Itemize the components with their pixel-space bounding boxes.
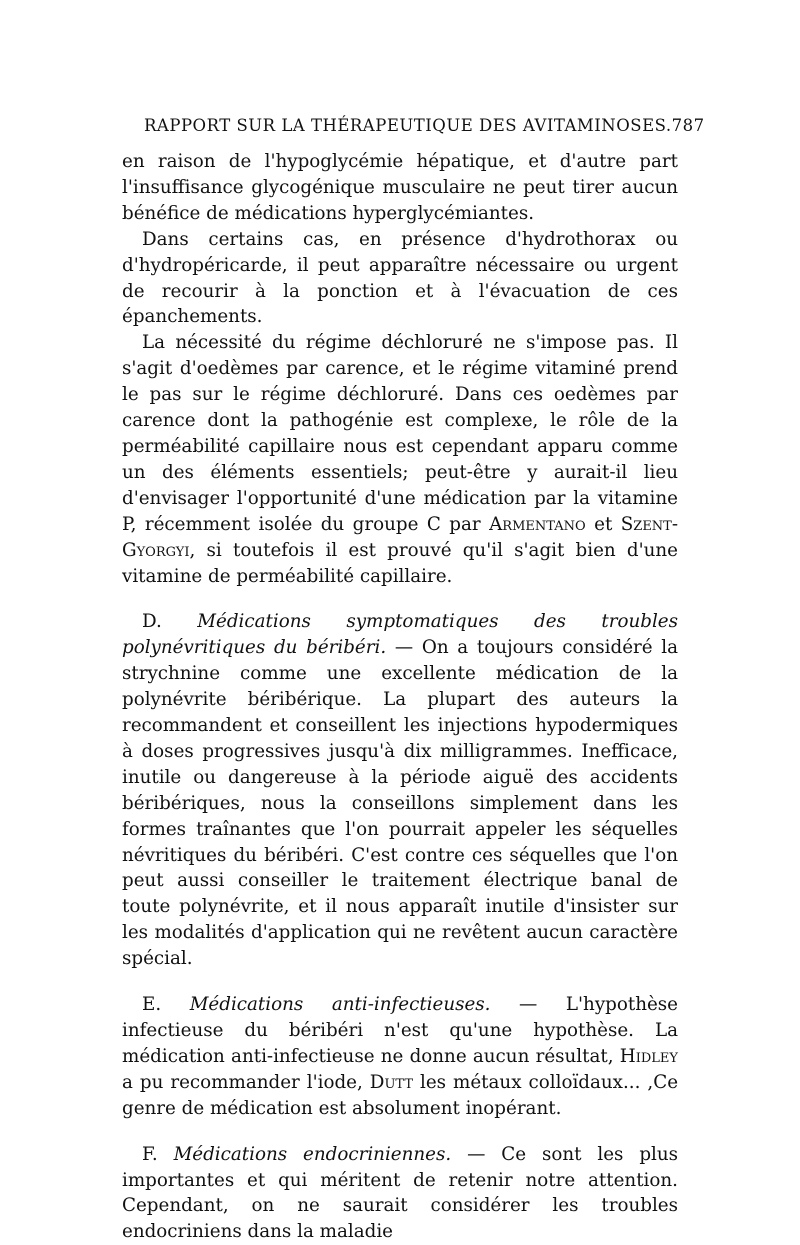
author-name-armentano: Armentano [489, 513, 586, 535]
body-text [122, 149, 678, 1245]
running-title: RAPPORT SUR LA THÉRAPEUTIQUE DES AVITAMINOSES. [144, 116, 672, 135]
paragraph-3-text-a: La nécessité du régime déchloruré ne s'impose pas. Il s'agit d'oedèmes par carence, et le régime vitaminé prend le pas sur le régime déchloruré. Dans ces oedèmes par carence dont la pathogénie est complexe, le rôle de la perméabilité capillaire nous est cependant apparu comme un des éléments essentiels; peut-être y aurait-il lieu d'envisager l'opportunité d'une médication par la vitamine P, récemment isolée du groupe C par [122, 332, 678, 535]
paragraph-3-text-b: et [594, 513, 613, 535]
section-d-letter: D. [142, 611, 162, 633]
section-f-letter: F. [142, 1143, 158, 1165]
paragraph-1: en raison de l'hypoglycémie hépatique, et d'autre part l'insuffisance glycogénique musculaire ne peut tirer aucun bénéfice de médications hyperglycémiantes. [122, 151, 678, 224]
paragraph-3 [122, 330, 678, 589]
author-name-szent-gyorgyi: Szent-Gyorgyi [122, 513, 679, 561]
section-d [122, 609, 678, 972]
author-name-dutt: Dutt [369, 1071, 413, 1093]
section-e-text-b: a pu recommander l'iode, [122, 1071, 363, 1093]
paragraph-2: Dans certains cas, en présence d'hydrothorax ou d'hydropéricarde, il peut apparaître nécessaire ou urgent de recourir à la ponction et à l'évacuation de ces épanchements. [122, 228, 678, 328]
section-d-heading: Médications symptomatiques des troubles polynévritiques du béribéri. [122, 611, 678, 659]
section-d-text: — On a toujours considéré la strychnine comme une excellente médication de la polynévrite béribérique. La plupart des auteurs la recommandent et conseillent les injections hypodermiques à doses progressives jusqu'à dix milligrammes. Inefficace, inutile ou dangereuse à la période aiguë des accidents béribériques, nous la conseillons simplement dans les formes traînantes que l'on pourrait appeler les séquelles névritiques du béribéri. C'est contre ces séquelles que l'on peut aussi conseiller le traitement électrique banal de toute polynévrite, et il nous apparaît inutile d'insister sur les modalités d'application qui ne revêtent aucun caractère spécial. [122, 637, 679, 970]
section-e-text-c: les métaux colloïdaux... ,Ce genre de médication est absolument inopérant. [122, 1071, 679, 1119]
author-name-hidley: Hidley [619, 1045, 678, 1067]
paragraph-3-text-c: , si toutefois il est prouvé qu'il s'agit bien d'une vitamine de perméabilité capillaire. [122, 539, 678, 587]
section-f-heading: Médications endocriniennes. [173, 1143, 452, 1165]
section-f [122, 1142, 678, 1245]
section-e-text-a: — L'hypothèse infectieuse du béribéri n'est qu'une hypothèse. La médication anti-infectieuse ne donne aucun résultat, [122, 994, 678, 1067]
section-e-letter: E. [142, 994, 162, 1016]
page-number: 787 [671, 116, 705, 135]
section-e-heading: Médications anti-infectieuses. [189, 994, 491, 1016]
running-header [144, 116, 705, 135]
section-e [122, 992, 678, 1122]
section-f-text: — Ce sont les plus importantes et qui méritent de retenir notre attention. Cependant, on ne saurait considérer les troubles endocriniens dans la maladie [122, 1143, 679, 1243]
